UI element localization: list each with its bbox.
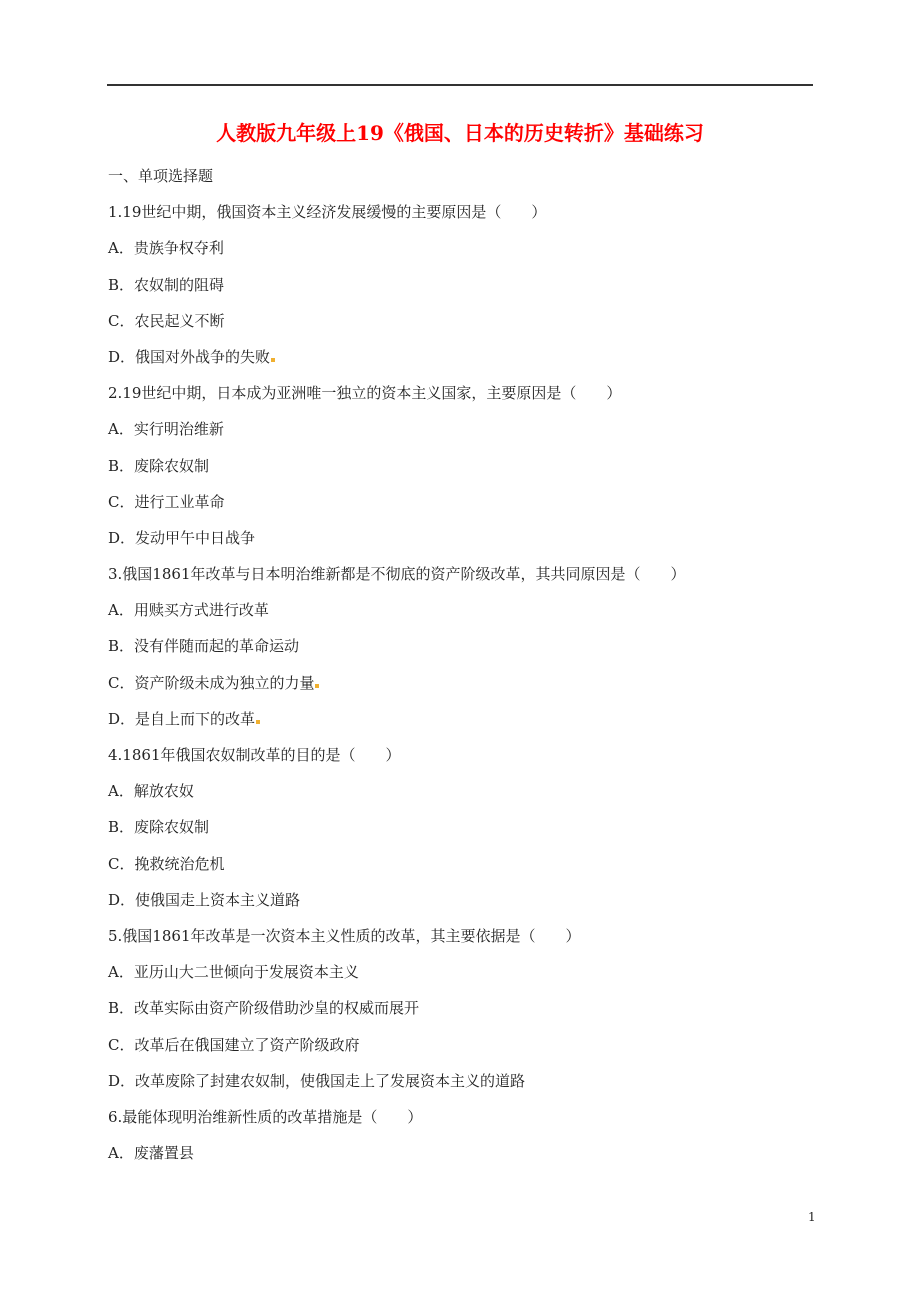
answer-option	[108, 636, 686, 672]
answer-option	[108, 1143, 686, 1179]
answer-option	[108, 673, 686, 709]
option-text: D．俄国对外战争的失败	[108, 347, 271, 366]
option-text: A．解放农奴	[108, 782, 194, 801]
option-text: C．进行工业革命	[108, 492, 225, 511]
answer-option	[108, 528, 686, 564]
marker-dot	[256, 720, 260, 724]
answer-option	[108, 492, 686, 528]
answer-option	[108, 998, 686, 1034]
option-text: D．发动甲午中日战争	[108, 528, 256, 547]
answer-option	[108, 854, 686, 890]
answer-option	[108, 962, 686, 998]
option-text: A．贵族争权夺利	[108, 239, 224, 258]
option-text: B．废除农奴制	[108, 818, 210, 837]
option-text: B．没有伴随而起的革命运动	[108, 637, 300, 656]
question-stem: 6.最能体现明治维新性质的改革措施是（ ）	[108, 1107, 423, 1126]
answer-option	[108, 311, 686, 347]
marker-dot	[271, 358, 275, 362]
question-stem: 4.1861年俄国农奴制改革的目的是（ ）	[108, 746, 401, 764]
answer-option	[108, 1035, 686, 1071]
answer-option	[108, 600, 686, 636]
question-list	[108, 166, 686, 1179]
option-text: C．农民起义不断	[108, 311, 225, 330]
answer-option	[108, 275, 686, 311]
option-text: A．实行明治维新	[108, 420, 224, 439]
option-text: A．废藩置县	[108, 1144, 194, 1163]
question-stem: 3.俄国1861年改革与日本明治维新都是不彻底的资产阶级改革，其共同原因是（ ）	[108, 565, 686, 584]
answer-option	[108, 709, 686, 745]
option-text: D．改革废除了封建农奴制，使俄国走上了发展资本主义的道路	[108, 1071, 526, 1090]
marker-dot	[315, 684, 319, 688]
answer-option	[108, 347, 686, 383]
answer-option	[108, 1071, 686, 1107]
page-number: 1	[808, 1210, 816, 1224]
answer-option	[108, 817, 686, 853]
answer-option	[108, 781, 686, 817]
option-text: A．亚历山大二世倾向于发展资本主义	[108, 963, 359, 982]
question-stem: 2.19世纪中期，日本成为亚洲唯一独立的资本主义国家，主要原因是（ ）	[108, 384, 622, 403]
option-text: B．废除农奴制	[108, 456, 210, 475]
answer-option	[108, 890, 686, 926]
option-text: C．挽救统治危机	[108, 854, 225, 873]
question-stem: 5.俄国1861年改革是一次资本主义性质的改革，其主要依据是（ ）	[108, 926, 581, 945]
option-text: C．改革后在俄国建立了资产阶级政府	[108, 1035, 360, 1054]
option-text: C．资产阶级未成为独立的力量	[108, 673, 315, 692]
document-title: 人教版九年级上19《俄国、日本的历史转折》基础练习	[216, 121, 704, 145]
option-text: A．用赎买方式进行改革	[108, 601, 269, 620]
section-heading: 一、单项选择题	[108, 167, 214, 185]
header-rule	[107, 84, 813, 86]
answer-option	[108, 456, 686, 492]
option-text: D．是自上而下的改革	[108, 709, 256, 728]
option-text: D．使俄国走上资本主义道路	[108, 890, 301, 909]
answer-option	[108, 238, 686, 274]
option-text: B．农奴制的阻碍	[108, 275, 225, 294]
question-stem: 1.19世纪中期，俄国资本主义经济发展缓慢的主要原因是（ ）	[108, 203, 547, 222]
option-text: B．改革实际由资产阶级借助沙皇的权威而展开	[108, 999, 420, 1018]
answer-option	[108, 419, 686, 455]
